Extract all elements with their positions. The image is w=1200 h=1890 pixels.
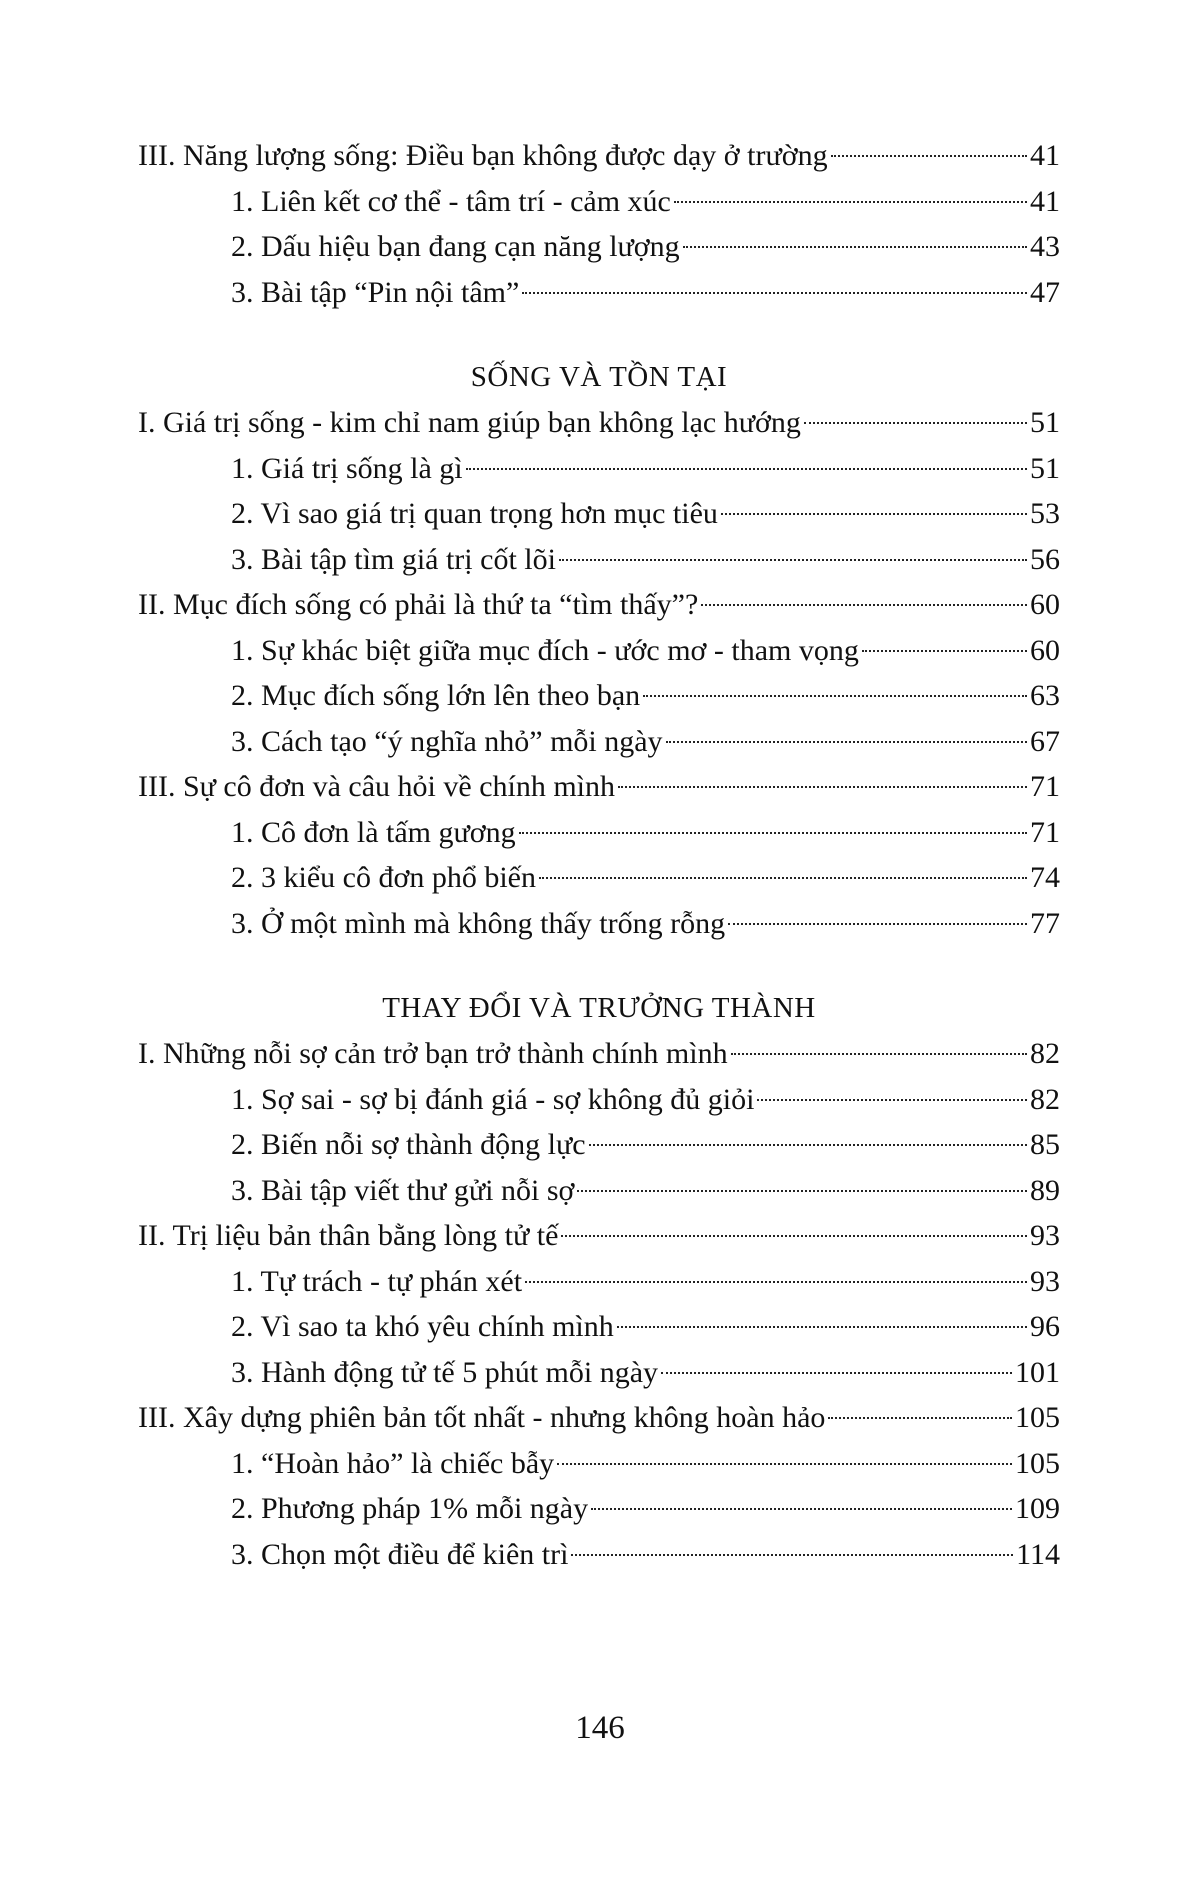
section-title: THAY ĐỔI VÀ TRƯỞNG THÀNH (382, 992, 816, 1024)
dot-leader (539, 877, 1027, 879)
toc-subentry (138, 491, 1060, 537)
entry-title: 3. Chọn một điều để kiên trì (231, 1537, 569, 1571)
entry-page-number: 51 (1030, 451, 1060, 485)
entry-title: 3. Bài tập tìm giá trị cốt lõi (231, 542, 556, 576)
table-of-contents (138, 133, 1060, 1577)
toc-subentry (138, 810, 1060, 856)
dot-leader (831, 155, 1027, 157)
entry-page-number: 56 (1030, 542, 1060, 576)
dot-leader (618, 786, 1027, 788)
toc-subentry (138, 270, 1060, 316)
entry-page-number: 41 (1030, 139, 1060, 172)
toc-subentry (138, 537, 1060, 583)
entry-page-number: 109 (1015, 1492, 1060, 1525)
entry-page-number: 77 (1030, 906, 1060, 940)
dot-leader (571, 1554, 1013, 1556)
toc-subentry (138, 224, 1060, 270)
toc-entry (138, 1031, 1060, 1077)
dot-leader (643, 695, 1027, 697)
toc-subentry (138, 1441, 1060, 1487)
dot-leader (683, 246, 1027, 248)
dot-leader (559, 559, 1027, 561)
entry-page-number: 82 (1030, 1082, 1060, 1116)
dot-leader (519, 832, 1027, 834)
entry-page-number: 53 (1030, 497, 1060, 530)
dot-leader (522, 292, 1027, 294)
toc-entry (138, 1395, 1060, 1441)
entry-title: 2. Phương pháp 1% mỗi ngày (231, 1492, 589, 1525)
toc-subentry (138, 855, 1060, 901)
entry-title: 3. Bài tập viết thư gửi nỗi sợ (231, 1173, 575, 1207)
entry-title: I. Giá trị sống - kim chỉ nam giúp bạn không lạc hướng (138, 406, 801, 439)
entry-page-number: 101 (1015, 1355, 1060, 1389)
entry-page-number: 60 (1030, 633, 1060, 667)
entry-title: III. Năng lượng sống: Điều bạn không được dạy ở trường (138, 139, 828, 172)
toc-subentry (138, 1532, 1060, 1578)
entry-page-number: 105 (1015, 1446, 1060, 1480)
toc-entry (138, 400, 1060, 446)
entry-page-number: 89 (1030, 1173, 1060, 1207)
dot-leader (721, 513, 1027, 515)
page-number: 146 (575, 1710, 625, 1746)
entry-title: 3. Ở một mình mà không thấy trống rỗng (231, 906, 726, 940)
section-title: SỐNG VÀ TỒN TẠI (470, 361, 728, 393)
entry-page-number: 93 (1030, 1219, 1060, 1252)
toc-subentry (138, 1259, 1060, 1305)
entry-page-number: 71 (1030, 770, 1060, 803)
entry-title: 2. 3 kiểu cô đơn phổ biến (231, 861, 536, 894)
entry-title: 1. Sợ sai - sợ bị đánh giá - sợ không đủ giỏi (231, 1082, 755, 1116)
entry-page-number: 47 (1030, 275, 1060, 309)
dot-leader (617, 1326, 1027, 1328)
entry-title: 2. Vì sao giá trị quan trọng hơn mục tiêu (231, 497, 718, 530)
entry-title: 3. Hành động tử tế 5 phút mỗi ngày (231, 1355, 659, 1389)
toc-subentry (138, 628, 1060, 674)
toc-subentry (138, 1122, 1060, 1168)
dot-leader (591, 1508, 1012, 1510)
dot-leader (701, 604, 1027, 606)
entry-page-number: 93 (1030, 1264, 1060, 1298)
entry-title: 1. “Hoàn hảo” là chiếc bẫy (231, 1446, 555, 1480)
entry-title: 1. Sự khác biệt giữa mục đích - ước mơ - tham vọng (231, 633, 859, 667)
dot-leader (731, 1053, 1027, 1055)
entry-title: 1. Liên kết cơ thể - tâm trí - cảm xúc (231, 184, 671, 218)
toc-subentry (138, 179, 1060, 225)
toc-section (138, 133, 1060, 315)
dot-leader (804, 422, 1027, 424)
dot-leader (557, 1463, 1012, 1465)
dot-leader (466, 468, 1027, 470)
entry-page-number: 41 (1030, 184, 1060, 218)
dot-leader (862, 650, 1027, 652)
entry-page-number: 114 (1016, 1537, 1060, 1571)
toc-subentry (138, 719, 1060, 765)
entry-title: 3. Bài tập “Pin nội tâm” (231, 275, 520, 309)
dot-leader (577, 1190, 1027, 1192)
toc-subentry (138, 1168, 1060, 1214)
entry-title: II. Mục đích sống có phải là thứ ta “tìm thấy”? (138, 588, 699, 621)
entry-page-number: 71 (1030, 815, 1060, 849)
entry-title: 1. Tự trách - tự phán xét (231, 1264, 523, 1298)
toc-subentry (138, 1350, 1060, 1396)
entry-title: 2. Biến nỗi sợ thành động lực (231, 1128, 586, 1161)
entry-page-number: 74 (1030, 861, 1060, 894)
entry-page-number: 105 (1015, 1401, 1060, 1434)
toc-subentry (138, 1304, 1060, 1350)
entry-title: 1. Giá trị sống là gì (231, 451, 463, 485)
dot-leader (589, 1144, 1027, 1146)
dot-leader (525, 1281, 1027, 1283)
toc-entry (138, 582, 1060, 628)
dot-leader (728, 923, 1027, 925)
dot-leader (828, 1417, 1012, 1419)
entry-page-number: 96 (1030, 1310, 1060, 1343)
toc-subentry (138, 673, 1060, 719)
entry-title: II. Trị liệu bản thân bằng lòng tử tế (138, 1219, 559, 1252)
entry-title: III. Xây dựng phiên bản tốt nhất - nhưng không hoàn hảo (138, 1401, 826, 1434)
entry-title: 3. Cách tạo “ý nghĩa nhỏ” mỗi ngày (231, 724, 663, 758)
entry-page-number: 82 (1030, 1037, 1060, 1070)
dot-leader (757, 1099, 1027, 1101)
dot-leader (661, 1372, 1012, 1374)
dot-leader (666, 741, 1027, 743)
entry-title: 2. Vì sao ta khó yêu chính mình (231, 1310, 614, 1343)
entry-page-number: 67 (1030, 724, 1060, 758)
entry-page-number: 60 (1030, 588, 1060, 621)
entry-title: 2. Dấu hiệu bạn đang cạn năng lượng (231, 230, 680, 263)
toc-subentry (138, 901, 1060, 947)
toc-entry (138, 133, 1060, 179)
entry-page-number: 51 (1030, 406, 1060, 439)
entry-page-number: 63 (1030, 679, 1060, 712)
toc-subentry (138, 446, 1060, 492)
dot-leader (561, 1235, 1027, 1237)
entry-page-number: 85 (1030, 1128, 1060, 1161)
toc-entry (138, 764, 1060, 810)
toc-subentry (138, 1077, 1060, 1123)
toc-subentry (138, 1486, 1060, 1532)
entry-page-number: 43 (1030, 230, 1060, 263)
entry-title: 1. Cô đơn là tấm gương (231, 815, 516, 849)
dot-leader (674, 201, 1027, 203)
entry-title: 2. Mục đích sống lớn lên theo bạn (231, 679, 641, 712)
toc-entry (138, 1213, 1060, 1259)
entry-title: I. Những nỗi sợ cản trở bạn trở thành chính mình (138, 1037, 728, 1070)
toc-section (138, 986, 1060, 1577)
toc-section (138, 355, 1060, 946)
entry-title: III. Sự cô đơn và câu hỏi về chính mình (138, 770, 616, 803)
